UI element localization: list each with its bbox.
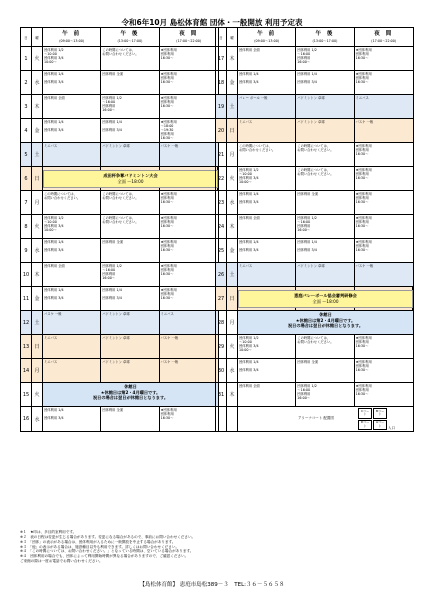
slot-night: ★団体利用 団体利用 16:30～ [160, 192, 177, 205]
row-day: 金 [227, 239, 238, 262]
table-row [21, 239, 218, 263]
slot-night: ★団体利用 団体利用 16:30～ [160, 408, 177, 421]
slot-afternoon: 団体利用 1/4 団体利用 3/4 [101, 287, 159, 310]
table-row [21, 143, 218, 167]
row-date: 29 [216, 335, 227, 358]
slot-morning: バレー ボール 一般 [238, 95, 296, 118]
slot-night: バスケ 一般 [355, 120, 374, 124]
table-row [21, 215, 218, 239]
slot-night: ★団体利用 団体利用 16:30～ [355, 72, 372, 85]
slot-afternoon: バドミントン 卓球 [101, 311, 159, 334]
table-row [216, 95, 413, 119]
table-row [21, 119, 218, 143]
slot-night: ★団体利用 団体利用 16:30～ [160, 48, 177, 61]
header-afternoon-time: (13:00～17:00) [117, 38, 143, 43]
slot-afternoon: バドミントン 卓球 [296, 95, 354, 118]
table-header [216, 28, 413, 47]
header-afternoon-label: 午 後 [120, 31, 140, 38]
slot-afternoon: 団体利用 1/2 ～16:00 団体利用 16:00～ [296, 215, 354, 238]
header-afternoon-label: 午 後 [315, 31, 335, 38]
row-date: 20 [216, 119, 227, 142]
page-title: 令和6年10月 島松体育館 団体・一般開放 利用予定表 [121, 18, 303, 27]
row-date: 24 [216, 215, 227, 238]
row-date: 22 [216, 167, 227, 190]
event-banner-sub: 全面 ～18:00 [117, 179, 144, 184]
table-row [216, 143, 413, 167]
row-date: 16 [21, 407, 32, 431]
note-line: ※３ 「団体」の表示がある場合は、団体利用が入るために一般開放を中止する場合があります。 [20, 539, 176, 544]
slot-night: ★団体利用 団体利用 16:30～ [355, 192, 372, 205]
table-row [21, 383, 218, 407]
slot-morning: 団体利用 1/2 ～10:00 団体利用 3/4 10:00～ [238, 335, 296, 358]
table-row [21, 71, 218, 95]
closed-notice: 休館日 ★休館日は第2・4月曜日です。 祝日の場合は翌日が休館日となります。 [43, 383, 218, 406]
row-date: 18 [216, 71, 227, 94]
table-row [21, 47, 218, 71]
row-date [216, 407, 227, 431]
slot-afternoon: この時間については、 お問い合わせください。 [101, 47, 159, 70]
notes-section [20, 530, 410, 564]
row-day: 木 [227, 383, 238, 406]
row-day: 金 [32, 287, 43, 310]
slot-afternoon: この時間については、 お問い合わせください。 [296, 143, 354, 166]
row-day: 水 [227, 359, 238, 382]
slot-afternoon: 団体利用 全面 [296, 191, 354, 214]
slot-morning: 団体利用 1/4 団体利用 3/4 [43, 287, 101, 310]
note-line: ※４ 「この時間については、お問い合わせください。」となっている時間は、空いている場合があります。 [20, 549, 194, 554]
row-date: 26 [216, 263, 227, 286]
row-day: 土 [32, 311, 43, 334]
court-map [358, 408, 387, 430]
row-day: 水 [32, 239, 43, 262]
court-d: Dコート [358, 420, 372, 431]
slot-morning: 団体利用 1/4 団体利用 3/4 [238, 239, 296, 262]
row-date: 3 [21, 95, 32, 118]
table-row [216, 119, 413, 143]
table-row [216, 47, 413, 71]
header-night-label: 夜 間 [179, 31, 199, 38]
row-day [227, 407, 238, 431]
table-row [21, 191, 218, 215]
slot-night: ★団体利用 ～18:00 ～19:30 団体利用 16:30～ [160, 120, 177, 141]
row-day: 火 [32, 215, 43, 238]
slot-night: ミニバス [160, 312, 174, 316]
table-row [21, 287, 218, 311]
slot-morning: ミニバス [238, 119, 296, 142]
slot-morning: ミニバス [43, 143, 101, 166]
header-day: 曜 [227, 28, 238, 46]
header-night-time: (17:00～22:00) [176, 38, 202, 43]
slot-morning: 団体利用 1/2 ～10:00 団体利用 3/4 10:00～ [43, 215, 101, 238]
header-date: 日 [216, 28, 227, 46]
row-day: 火 [227, 167, 238, 190]
row-day: 月 [32, 191, 43, 214]
schedule-table-right [215, 27, 414, 432]
slot-afternoon: 団体利用 1/2 ～16:00 団体利用 16:00～ [101, 263, 159, 286]
row-day: 土 [32, 143, 43, 166]
table-row [216, 407, 413, 431]
slot-morning: 団体利用 1/2 ～10:00 団体利用 3/4 10:00～ [238, 167, 296, 190]
slot-morning: 団体利用 1/4 団体利用 3/4 [43, 239, 101, 262]
event-banner-title: 成田杯争奪バドミントン大会 [103, 173, 158, 178]
slot-night: ★団体利用 団体利用 16:30～ [160, 288, 177, 301]
slot-afternoon: 団体利用 1/2 ～16:00 団体利用 16:00～ [296, 383, 354, 406]
slot-afternoon: バドミントン 卓球 [296, 119, 354, 142]
slot-night: バスケ 一般 [355, 264, 374, 268]
slot-afternoon: 団体利用 1/2 ～16:00 団体利用 16:00～ [296, 47, 354, 70]
slot-night: ミニバス [355, 96, 369, 100]
slot-afternoon: この時間については、 お問い合わせください。 [101, 191, 159, 214]
slot-night: ★団体利用 団体利用 16:30～ [355, 48, 372, 61]
slot-afternoon: 団体利用 1/2 ～16:00 団体利用 16:00～ [101, 95, 159, 118]
slot-night: ★団体利用 団体利用 16:30～ [160, 96, 177, 109]
slot-morning: この時間については、 お問い合わせください。 [43, 191, 101, 214]
row-date: 28 [216, 311, 227, 334]
slot-afternoon: 団体利用 1/4 団体利用 3/4 [296, 239, 354, 262]
slot-night: バスケ 一般 [160, 144, 179, 148]
header-date: 日 [21, 28, 32, 46]
slot-afternoon: 団体利用 全面 [101, 71, 159, 94]
table-row [21, 311, 218, 335]
row-date: 6 [21, 167, 32, 190]
slot-night: ★団体利用 団体利用 16:30～ [355, 384, 372, 397]
event-banner [43, 170, 218, 188]
row-date: 19 [216, 95, 227, 118]
slot-morning: 団体利用 1/4 団体利用 3/4 [238, 191, 296, 214]
slot-morning: バスケ 一般 [43, 311, 101, 334]
row-date: 25 [216, 239, 227, 262]
slot-afternoon: 団体利用 1/4 団体利用 3/4 [101, 119, 159, 142]
header-night [160, 28, 218, 46]
table-row [216, 383, 413, 407]
header-night-time: (17:00～22:00) [371, 38, 397, 43]
header-afternoon-time: (13:00～17:00) [312, 38, 338, 43]
table-row [216, 311, 413, 335]
slot-night: ★団体利用 団体利用 16:30～ [160, 240, 177, 253]
court-b: Bコート [373, 408, 387, 419]
slot-morning: ミニバス [43, 359, 101, 382]
row-date: 7 [21, 191, 32, 214]
row-day: 火 [32, 383, 43, 406]
slot-afternoon: バドミントン 卓球 [101, 335, 159, 358]
table-row [216, 263, 413, 287]
row-day: 土 [227, 263, 238, 286]
row-date: 14 [21, 359, 32, 382]
slot-morning: 団体利用 1/4 団体利用 3/4 [238, 71, 296, 94]
slot-morning: ミニバス [43, 335, 101, 358]
slot-night: ★団体利用 団体利用 16:30～ [355, 168, 372, 181]
row-date: 12 [21, 311, 32, 334]
header-morning-label: 午 前 [62, 31, 82, 38]
header-afternoon [296, 28, 354, 46]
slot-morning: この時間については、 お問い合わせください。 [238, 143, 296, 166]
slot-afternoon: 団体利用 全面 [101, 407, 159, 431]
table-row [21, 335, 218, 359]
slot-night: ★団体利用 団体利用 16:30～ [160, 264, 177, 277]
slot-morning: 団体利用 1/4 団体利用 3/4 [43, 407, 101, 431]
table-row [21, 167, 218, 191]
slot-afternoon: この時間については、 お問い合わせください。 [296, 335, 354, 358]
slot-morning: 団体利用 全面 [238, 215, 296, 238]
row-day: 金 [32, 119, 43, 142]
slot-afternoon: 団体利用 全面 [296, 359, 354, 382]
slot-afternoon: バドミントン 卓球 [101, 359, 159, 382]
slot-morning: 団体利用 1/2 ～10:00 団体利用 3/4 10:00～ [43, 47, 101, 70]
footer-contact: 【島松体育館】 恵庭市島松389－３ TEL:３６－５６５８ [139, 582, 285, 588]
row-date: 8 [21, 215, 32, 238]
row-day: 土 [227, 95, 238, 118]
note-line: ご来館の際は一度お電話でお問い合わせください。 [20, 559, 103, 564]
row-date: 1 [21, 47, 32, 70]
row-date: 9 [21, 239, 32, 262]
row-day: 木 [227, 215, 238, 238]
row-date: 5 [21, 143, 32, 166]
table-row [21, 359, 218, 383]
table-row [216, 71, 413, 95]
court-map-cell [238, 407, 413, 431]
table-row [216, 359, 413, 383]
closed-notice: 休館日 ★休館日は第2・4月曜日です。 祝日の場合は翌日が休館日となります。 [238, 311, 413, 334]
row-date: 23 [216, 191, 227, 214]
table-row [216, 215, 413, 239]
row-day: 月 [227, 143, 238, 166]
court-c: Cコート [358, 408, 372, 419]
slot-night: ★団体利用 団体利用 16:30～ [160, 72, 177, 85]
header-morning-label: 午 前 [257, 31, 277, 38]
table-row [216, 191, 413, 215]
row-day: 水 [227, 191, 238, 214]
slot-morning: 団体利用 全面 [43, 95, 101, 118]
slot-morning: 団体利用 1/4 団体利用 3/4 [43, 71, 101, 94]
slot-night: ★団体利用 団体利用 16:30～ [355, 216, 372, 229]
table-row [21, 407, 218, 431]
row-day: 火 [227, 335, 238, 358]
header-morning [43, 28, 101, 46]
slot-afternoon: バドミントン 卓球 [296, 263, 354, 286]
table-row [21, 95, 218, 119]
row-day: 火 [32, 47, 43, 70]
header-night [355, 28, 413, 46]
row-date: 13 [21, 335, 32, 358]
event-banner-sub: 全面 ～18:00 [312, 299, 339, 304]
header-morning [238, 28, 296, 46]
event-banner [238, 290, 413, 308]
table-row [216, 287, 413, 311]
court-entrance: 入口 [388, 426, 395, 430]
slot-night: ★団体利用 団体利用 16:30～ [355, 240, 372, 253]
row-date: 15 [21, 383, 32, 406]
row-date: 10 [21, 263, 32, 286]
slot-night: ★団体利用 団体利用 16:30～ [355, 360, 372, 373]
slot-night: ★団体利用 団体利用 16:30～ [355, 336, 372, 349]
slot-night: バスケ 一般 [160, 360, 179, 364]
header-morning-time: (09:00～13:00) [254, 38, 280, 43]
row-day: 日 [227, 287, 238, 310]
court-a: Aコート [373, 420, 387, 431]
slot-night: バスケ 一般 [160, 336, 179, 340]
row-date: 17 [216, 47, 227, 70]
slot-afternoon: この時間については、 お問い合わせください。 [296, 167, 354, 190]
table-row [216, 167, 413, 191]
event-banner-title: 恵庭バレーボール協会審判研修会 [294, 293, 357, 298]
row-day: 日 [227, 119, 238, 142]
row-day: 日 [32, 167, 43, 190]
table-header [21, 28, 218, 47]
note-line: ※４ 団体利用の場合でも、団体によって利用開始時間が異なる場合がありますので、ご確認ください。 [20, 554, 189, 559]
slot-morning: 団体利用 1/4 団体利用 3/4 [43, 119, 101, 142]
header-afternoon [101, 28, 159, 46]
schedule-table-left [20, 27, 219, 432]
row-date: 11 [21, 287, 32, 310]
slot-night: ★団体利用 団体利用 16:30～ [160, 216, 177, 229]
header-morning-time: (09:00～13:00) [59, 38, 85, 43]
table-row [21, 263, 218, 287]
row-date: 31 [216, 383, 227, 406]
row-day: 水 [32, 71, 43, 94]
row-day: 木 [227, 47, 238, 70]
slot-morning: 団体利用 全面 [238, 47, 296, 70]
row-date: 4 [21, 119, 32, 142]
table-row [216, 335, 413, 359]
slot-morning: 団体利用 全面 [43, 263, 101, 286]
row-date: 21 [216, 143, 227, 166]
slot-afternoon: この時間については、 お問い合わせください。 [101, 215, 159, 238]
table-row [216, 239, 413, 263]
slot-morning: ミニバス [238, 263, 296, 286]
row-day: 水 [32, 407, 43, 431]
row-date: 30 [216, 359, 227, 382]
slot-night: ★団体利用 団体利用 16:30～ [355, 144, 372, 157]
row-day: 月 [227, 311, 238, 334]
slot-morning: 団体利用 1/4 団体利用 3/4 [238, 359, 296, 382]
slot-afternoon: バドミントン 卓球 [101, 143, 159, 166]
row-day: 金 [227, 71, 238, 94]
row-day: 月 [32, 359, 43, 382]
header-day: 曜 [32, 28, 43, 46]
slot-afternoon: 団体利用 全面 [101, 239, 159, 262]
row-day: 日 [32, 335, 43, 358]
slot-morning: 団体利用 全面 [238, 383, 296, 406]
note-line: ※１ ★印は、多目的室利用です。 [20, 530, 77, 534]
row-day: 木 [32, 95, 43, 118]
row-date: 2 [21, 71, 32, 94]
court-map-label: アリーナコート 配置図 [298, 416, 334, 420]
row-day: 木 [32, 263, 43, 286]
slot-afternoon: 団体利用 1/4 団体利用 3/4 [296, 71, 354, 94]
header-night-label: 夜 間 [374, 31, 394, 38]
note-line: ※２ 表の日程は変更が生じる場合があります。変更になる場合があるので、事前にお問い合わせください。 [20, 534, 196, 539]
note-line: ※３ 「他」の表示がある場合は、施設種目以外も利用できます。詳しくはお問い合わせください。 [20, 544, 180, 549]
row-date: 27 [216, 287, 227, 310]
